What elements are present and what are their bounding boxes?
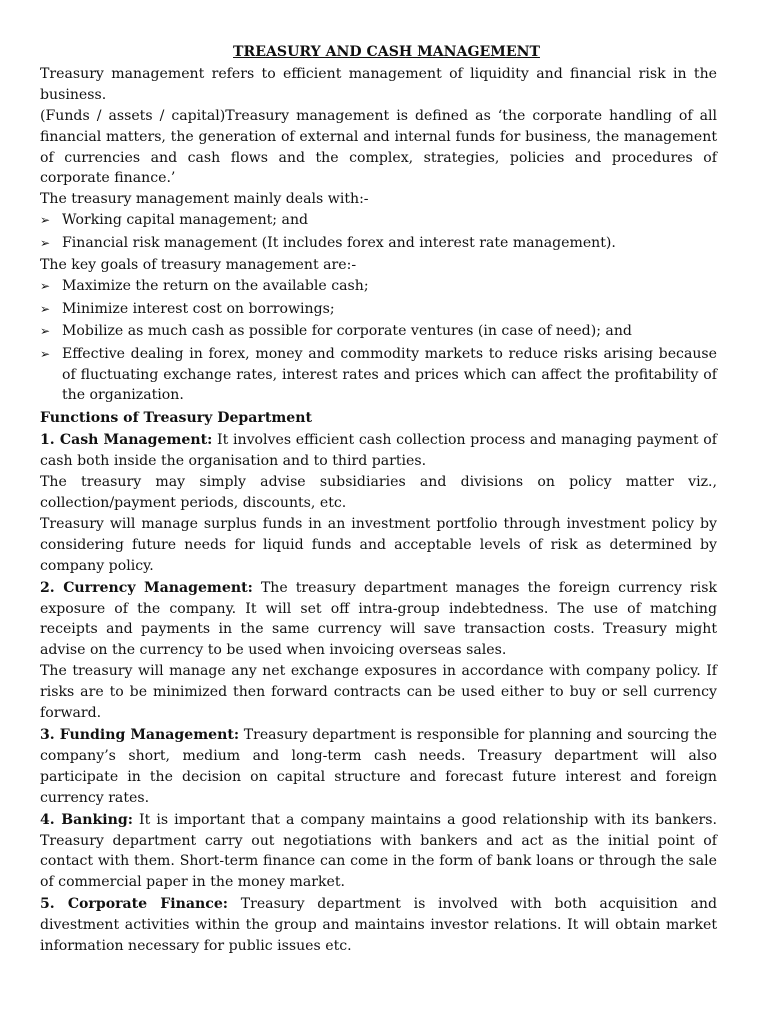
arrow-bullet-icon: ➢ [40, 346, 51, 361]
list-item [40, 299, 717, 320]
function-label: 3. Funding Management: [40, 726, 240, 743]
function-cash-management [40, 430, 717, 576]
goals-list [40, 276, 717, 406]
function-paragraph [40, 725, 717, 809]
document-title: TREASURY AND CASH MANAGEMENT [233, 44, 540, 60]
list-item [40, 233, 717, 254]
function-extra-paragraph: The treasury may simply advise subsidiaries and divisions on policy matter viz., collection/payment periods, discounts, etc. [40, 474, 717, 511]
arrow-bullet-icon: ➢ [40, 279, 51, 294]
function-paragraph [40, 578, 717, 662]
function-label: 2. Currency Management: [40, 579, 253, 596]
function-paragraph [40, 810, 717, 894]
list-item [40, 210, 717, 231]
goals-intro: The key goals of treasury management are:- [40, 257, 357, 274]
list-item-text: Maximize the return on the available cash; [62, 278, 369, 295]
function-text: It involves efficient cash collection process and managing payment of cash both inside the organisation and to third parties. [40, 432, 717, 470]
list-item-text: Financial risk management (It includes forex and interest rate management). [62, 234, 616, 251]
intro-paragraph-2: (Funds / assets / capital)Treasury management is defined as ‘the corporate handling of all financial matters, the generation of external and internal funds for business, the management of currencies and cash flows and the complex, strategies, policies and procedures of corporate finance.’ [40, 107, 717, 187]
function-text: It is important that a company maintains a good relationship with its bankers. Treasury department carry out negotiations with bankers and act as the initial point of contact with them. Short-term finance can come in the form of bank loans or through the sale of commercial paper in the money market. [40, 811, 717, 891]
function-label: 4. Banking: [40, 811, 133, 828]
function-banking [40, 810, 717, 894]
list-item-text: Mobilize as much cash as possible for corporate ventures (in case of need); and [62, 323, 632, 340]
function-paragraph [40, 430, 717, 472]
function-text: The treasury department manages the foreign currency risk exposure of the company. It will set off intra-group indebtedness. The use of matching receipts and payments in the same currency will save transaction costs. Treasury might advise on the currency to be used when invoicing overseas sales. [40, 579, 717, 659]
intro-paragraph-3: The treasury management mainly deals with:- [40, 191, 369, 208]
function-text: Treasury department is involved with both acquisition and divestment activities within the group and maintains investor relations. It will obtain market information necessary for public issues etc. [40, 896, 717, 955]
arrow-bullet-icon: ➢ [40, 213, 51, 228]
arrow-bullet-icon: ➢ [40, 301, 51, 316]
function-corporate-finance [40, 894, 717, 957]
list-item-text: Working capital management; and [62, 212, 309, 229]
arrow-bullet-icon: ➢ [40, 235, 51, 250]
function-funding-management [40, 725, 717, 809]
document-page [40, 42, 717, 957]
function-text: Treasury department is responsible for planning and sourcing the company’s short, medium and long-term cash needs. Treasury department will also participate in the decision on capital structure and forecast future interest and foreign currency rates. [40, 726, 717, 806]
functions-heading: Functions of Treasury Department [40, 410, 312, 427]
list-item [40, 344, 717, 407]
list-item [40, 276, 717, 297]
arrow-bullet-icon: ➢ [40, 324, 51, 339]
deals-with-list [40, 210, 717, 253]
function-paragraph [40, 894, 717, 957]
function-currency-management [40, 578, 717, 724]
function-label: 1. Cash Management: [40, 432, 213, 449]
function-extra-paragraph: The treasury will manage any net exchange exposures in accordance with company policy. If risks are to be minimized then forward contracts can be used either to buy or sell currency forward. [40, 663, 717, 722]
list-item-text: Minimize interest cost on borrowings; [62, 300, 335, 317]
list-item [40, 321, 717, 342]
function-label: 5. Corporate Finance: [40, 896, 228, 913]
intro-paragraph-1: Treasury management refers to efficient management of liquidity and financial risk in the business. [40, 65, 717, 103]
list-item-text: Effective dealing in forex, money and commodity markets to reduce risks arising because of fluctuating exchange rates, interest rates and prices which can affect the profitability of the organization. [62, 345, 717, 404]
function-extra-paragraph: Treasury will manage surplus funds in an investment portfolio through investment policy by considering future needs for liquid funds and acceptable levels of risk as determined by company policy. [40, 515, 717, 574]
